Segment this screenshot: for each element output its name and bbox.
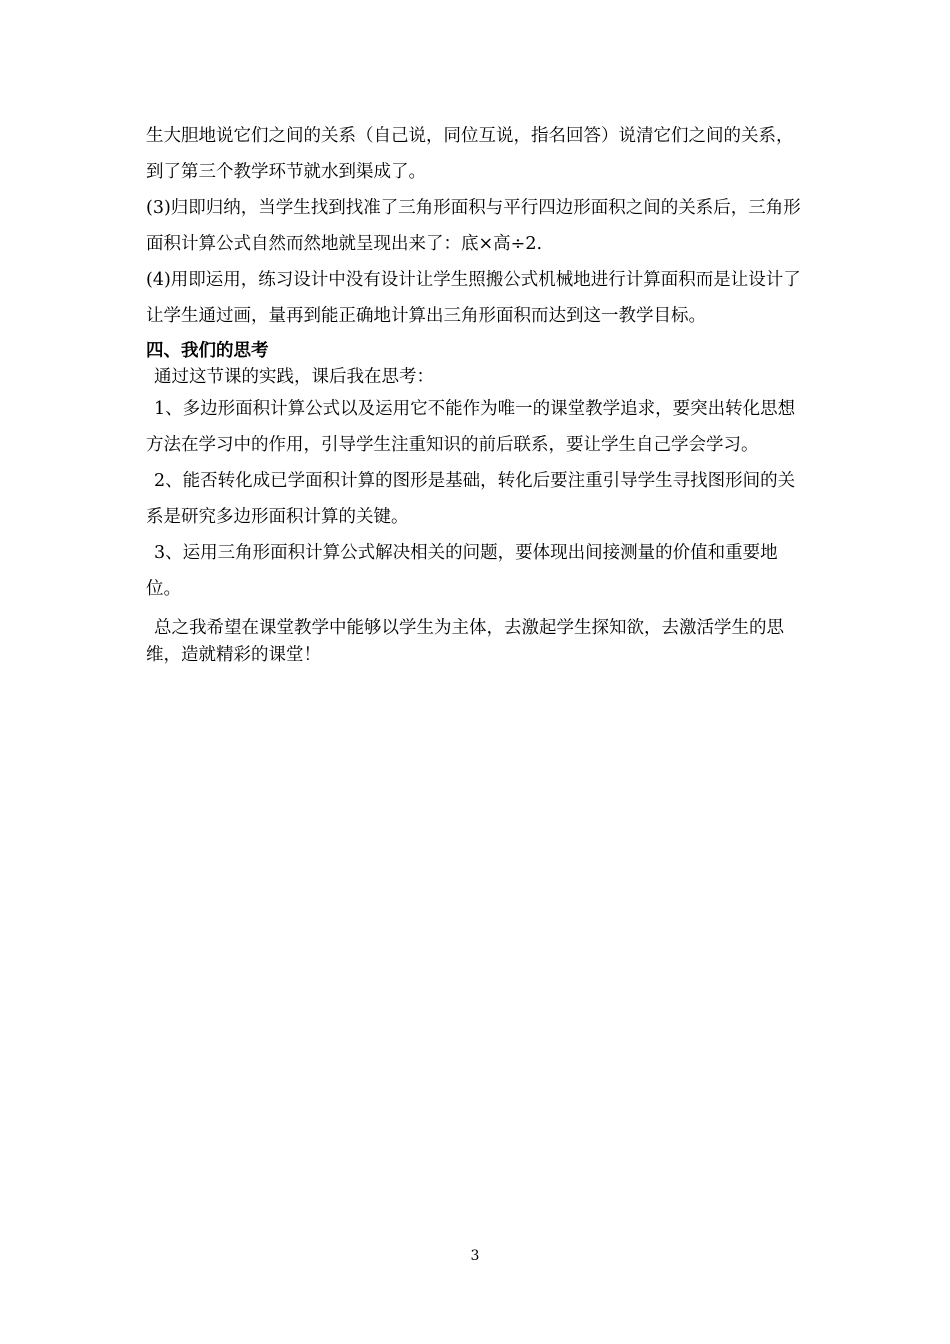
reflection-item-3: 3、运用三角形面积计算公式解决相关的问题，要体现出间接测量的价值和重要地位。	[146, 543, 778, 599]
paragraph-relationship-discussion: 生大胆地说它们之间的关系（自己说，同位互说，指名回答）说清它们之间的关系，到了第三个教学环节就水到渠成了。	[146, 126, 794, 182]
reflection-intro: 通过这节课的实践，课后我在思考：	[154, 367, 434, 387]
paragraph-induction: (3)归即归纳，当学生找到找准了三角形面积与平行四边形面积之间的关系后，三角形面积计算公式自然而然地就呈现出来了：底×高÷2.	[146, 198, 801, 254]
section-heading-reflection: 四、我们的思考	[146, 341, 269, 361]
page-number: 3	[470, 1248, 480, 1264]
paragraph-gap	[146, 607, 808, 615]
page-body	[146, 118, 808, 669]
reflection-item-2: 2、能否转化成已学面积计算的图形是基础，转化后要注重引导学生寻找图形间的关系是研究多边形面积计算的关键。	[146, 471, 796, 527]
paragraph-application: (4)用即运用，练习设计中没有设计让学生照搬公式机械地进行计算面积而是让设计了让学生通过画，量再到能正确地计算出三角形面积而达到这一教学目标。	[146, 270, 801, 326]
conclusion-paragraph: 总之我希望在课堂教学中能够以学生为主体，去激起学生探知欲，去激活学生的思维，造就精彩的课堂！	[146, 618, 784, 665]
reflection-item-1: 1、多边形面积计算公式以及运用它不能作为唯一的课堂教学追求，要突出转化思想方法在学习中的作用，引导学生注重知识的前后联系，要让学生自己学会学习。	[146, 399, 796, 455]
